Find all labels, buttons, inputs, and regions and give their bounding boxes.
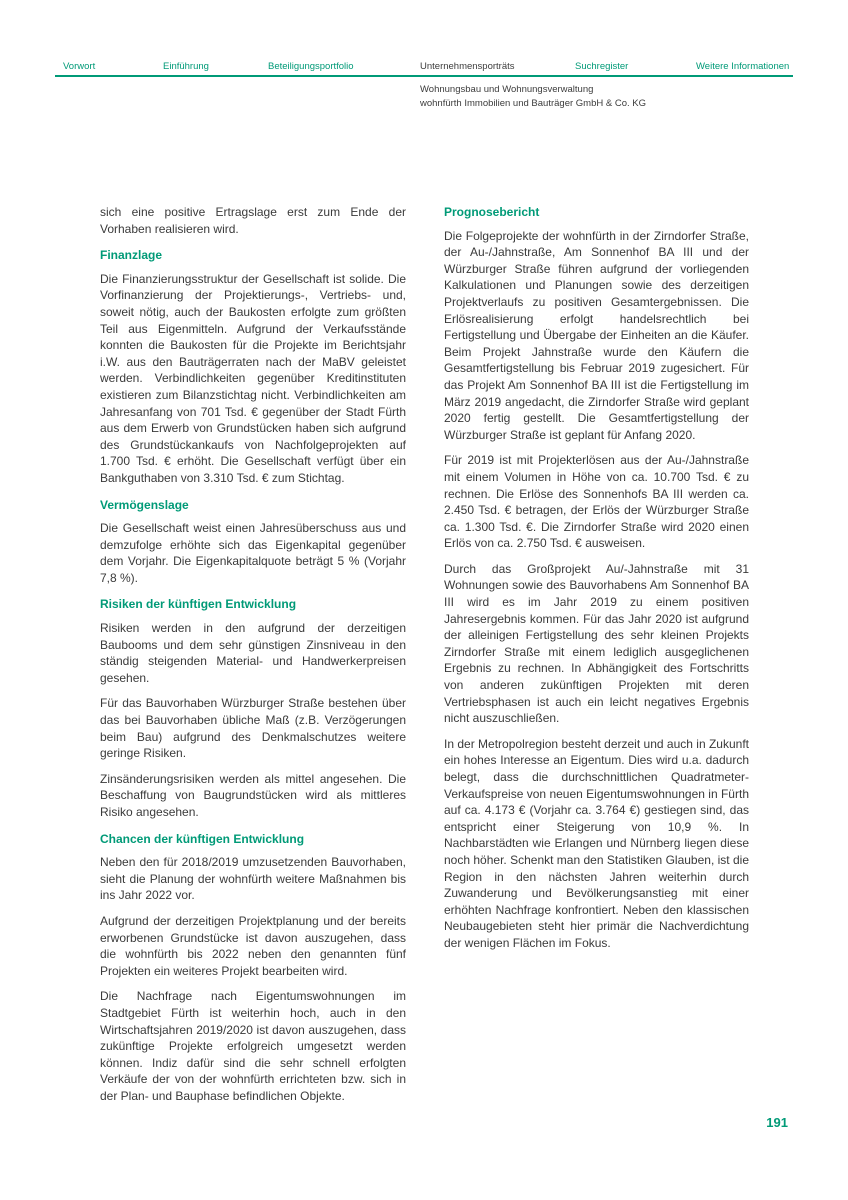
paragraph-risiken-2: Für das Bauvorhaben Würzburger Straße bestehen über das bei Bauvorhaben übliche Maß (z.B. Verzögerungen beim Bau) aufgrund des Denkmalschutzes weitere geringe Risiken.: [100, 696, 406, 761]
breadcrumb: [420, 83, 646, 111]
paragraph-chancen-2: Aufgrund der derzeitigen Projektplanung und der bereits erworbenen Grundstücke ist davon auszugehen, dass die wohnfürth bis 2022 neben den genannten fünf Projekten ein weiteres Projekt bearbeiten wird.: [100, 913, 406, 978]
nav-item-weitere-informationen[interactable]: Weitere Informationen: [696, 61, 790, 72]
heading-vermoegenslage: Vermögenslage: [100, 497, 189, 512]
paragraph-risiken-3: Zinsänderungsrisiken werden als mittel angesehen. Die Beschaffung von Baugrundstücken wird als mittleres Risiko angesehen.: [100, 771, 406, 819]
page-number: 191: [766, 1115, 788, 1130]
paragraph-continuation: sich eine positive Ertragslage erst zum Ende der Vorhaben realisieren wird.: [100, 205, 406, 236]
heading-chancen: Chancen der künftigen Entwicklung: [100, 831, 305, 846]
breadcrumb-category: Wohnungsbau und Wohnungsverwaltung: [420, 84, 594, 95]
paragraph-vermoegenslage: Die Gesellschaft weist einen Jahresüberschuss aus und demzufolge erhöhte sich das Eigenkapital gegenüber dem Vorjahr. Die Eigenkapitalquote beträgt 5 % (Vorjahr 7,8 %).: [100, 521, 406, 585]
paragraph-finanzlage: Die Finanzierungsstruktur der Gesellschaft ist solide. Die Vorfinanzierung der Projektierungs-, Vertriebs- und, soweit nötig, auch der Baukosten erfolgte zum größten Teil aus Eigenmitteln. Aufgrund der Verkaufsstände konnten die Baukosten für die Projekte im Berichtsjahr i.W. aus den Bauträgerraten nach der MaBV geleistet werden. Verbindlichkeiten gegenüber Kreditinstituten existieren zum Bilanzstichtag nicht. Verbindlichkeiten am Jahresanfang von 701 Tsd. € gegenüber der Stadt Fürth aus dem Erwerb von Grundstücken haben sich aufgrund des Grundstückankaufs von Nachfolgeprojekten auf 1.700 Tsd. € erhöht. Die Gesellschaft verfügt über ein Bankguthaben von 3.310 Tsd. € zum Stichtag.: [100, 271, 406, 485]
nav-item-vorwort[interactable]: Vorwort: [63, 61, 96, 72]
nav-item-einfuehrung[interactable]: Einführung: [163, 61, 209, 72]
heading-finanzlage: Finanzlage: [100, 248, 163, 263]
paragraph-prognose-2: Für 2019 ist mit Projekterlösen aus der Au-/Jahnstraße mit einem Volumen in Höhe von ca. 10.700 Tsd. € zu rechnen. Die Erlöse des Sonnenhofs BA III werden ca. 2.450 Tsd. € betragen, der Erlös der Würzburger Straße ca. 1.300 Tsd. €. Die Zirndorfer Straße wird 2020 einen Erlös von ca. 2.750 Tsd. € ausweisen.: [444, 453, 749, 551]
breadcrumb-company: wohnfürth Immobilien und Bauträger GmbH & Co. KG: [420, 98, 646, 109]
paragraph-prognose-3: Durch das Großprojekt Au/-Jahnstraße mit 31 Wohnungen sowie des Bauvorhabens Am Sonnenhof BA III wird es im Jahr 2019 zu einem positiven Jahresergebnis kommen. Für das Jahr 2020 ist aufgrund der alleinigen Fertigstellung des sehr kleinen Projekts Zirndorfer Straße mit einem lediglich ausgeglichenen Ergebnis zu rechnen. In Abhängigkeit des Fortschritts von anderen zukünftigen Projekten mit deren Vertriebsphasen ist auch ein leicht negatives Ergebnis nicht auszuschließen.: [444, 561, 749, 726]
nav-item-unternehmensportraets[interactable]: Unternehmensporträts: [420, 61, 515, 72]
left-column: [100, 204, 406, 1114]
paragraph-chancen-3: Die Nachfrage nach Eigentumswohnungen im Stadtgebiet Fürth ist weiterhin hoch, auch in den Wirtschaftsjahren 2019/2020 ist davon auszugehen, dass zukünftige Projekte erfolgreich umgesetzt werden können. Indiz dafür sind die sehr schnell erfolgten Verkäufe der von der wohnfürth errichteten bzw. sich in der Plan- und Bauphase befindlichen Objekte.: [100, 989, 406, 1103]
heading-risiken: Risiken der künftigen Entwicklung: [100, 597, 297, 612]
nav-item-beteiligungsportfolio[interactable]: Beteiligungsportfolio: [268, 61, 354, 72]
right-column: [444, 204, 749, 961]
paragraph-prognose-4: In der Metropolregion besteht derzeit und auch in Zukunft ein hohes Interesse an Eigentum. Dies wird u.a. dadurch belegt, dass die durchschnittlichen Quadratmeter-Verkaufspreise von neuen Eigentumswohnungen in Fürth auf ca. 4.173 € (Vorjahr ca. 3.764 €) gestiegen sind, das entspricht einer Steigerung von 10,9 %. In Nachbarstädten wie Erlangen und Nürnberg liegen diese noch höher. Schenkt man den Statistiken Glauben, ist die Region in den nächsten Jahren weiterhin durch Zuwanderung und Bevölkerungsanstieg mit einer erhöhten Nachfrage konfrontiert. Neben den klassischen Neubaugebieten steht hier primär die Nachverdichtung der wenigen Flächen im Fokus.: [444, 736, 749, 950]
nav-divider: [55, 75, 793, 77]
nav-item-suchregister[interactable]: Suchregister: [575, 61, 629, 72]
heading-prognosebericht: Prognosebericht: [444, 205, 540, 219]
paragraph-risiken-1: Risiken werden in den aufgrund der derzeitigen Baubooms und dem sehr günstigen Zinsniveau in den ständig steigenden Material- und Handwerkerpreisen gesehen.: [100, 621, 406, 685]
paragraph-prognose-1: Die Folgeprojekte der wohnfürth in der Zirndorfer Straße, der Au-/Jahnstraße, Am Sonnenhof BA III und der Würzburger Straße führen aufgrund der vorliegenden Kalkulationen und Planungen sowie des derzeitigen Projektverlaufs zu positiven Gesamtergebnissen. Die Erlösrealisierung erfolgt handelsrechtlich bei Fertigstellung und Übergabe der Einheiten an die Käufer. Beim Projekt Jahnstraße wurde den Käufern die Gesamtfertigstellung bis Februar 2019 zugesichert. Für das Projekt Am Sonnenhof BA III ist die Fertigstellung im März 2019 angedacht, die Zirndorfer Straße wird geplant 2020 fertig gestellt. Die Gesamtfertigstellung der Würzburger Straße ist geplant für Anfang 2020.: [444, 228, 749, 442]
paragraph-chancen-1: Neben den für 2018/2019 umzusetzenden Bauvorhaben, sieht die Planung der wohnfürth weitere Maßnahmen bis ins Jahr 2022 vor.: [100, 855, 406, 903]
